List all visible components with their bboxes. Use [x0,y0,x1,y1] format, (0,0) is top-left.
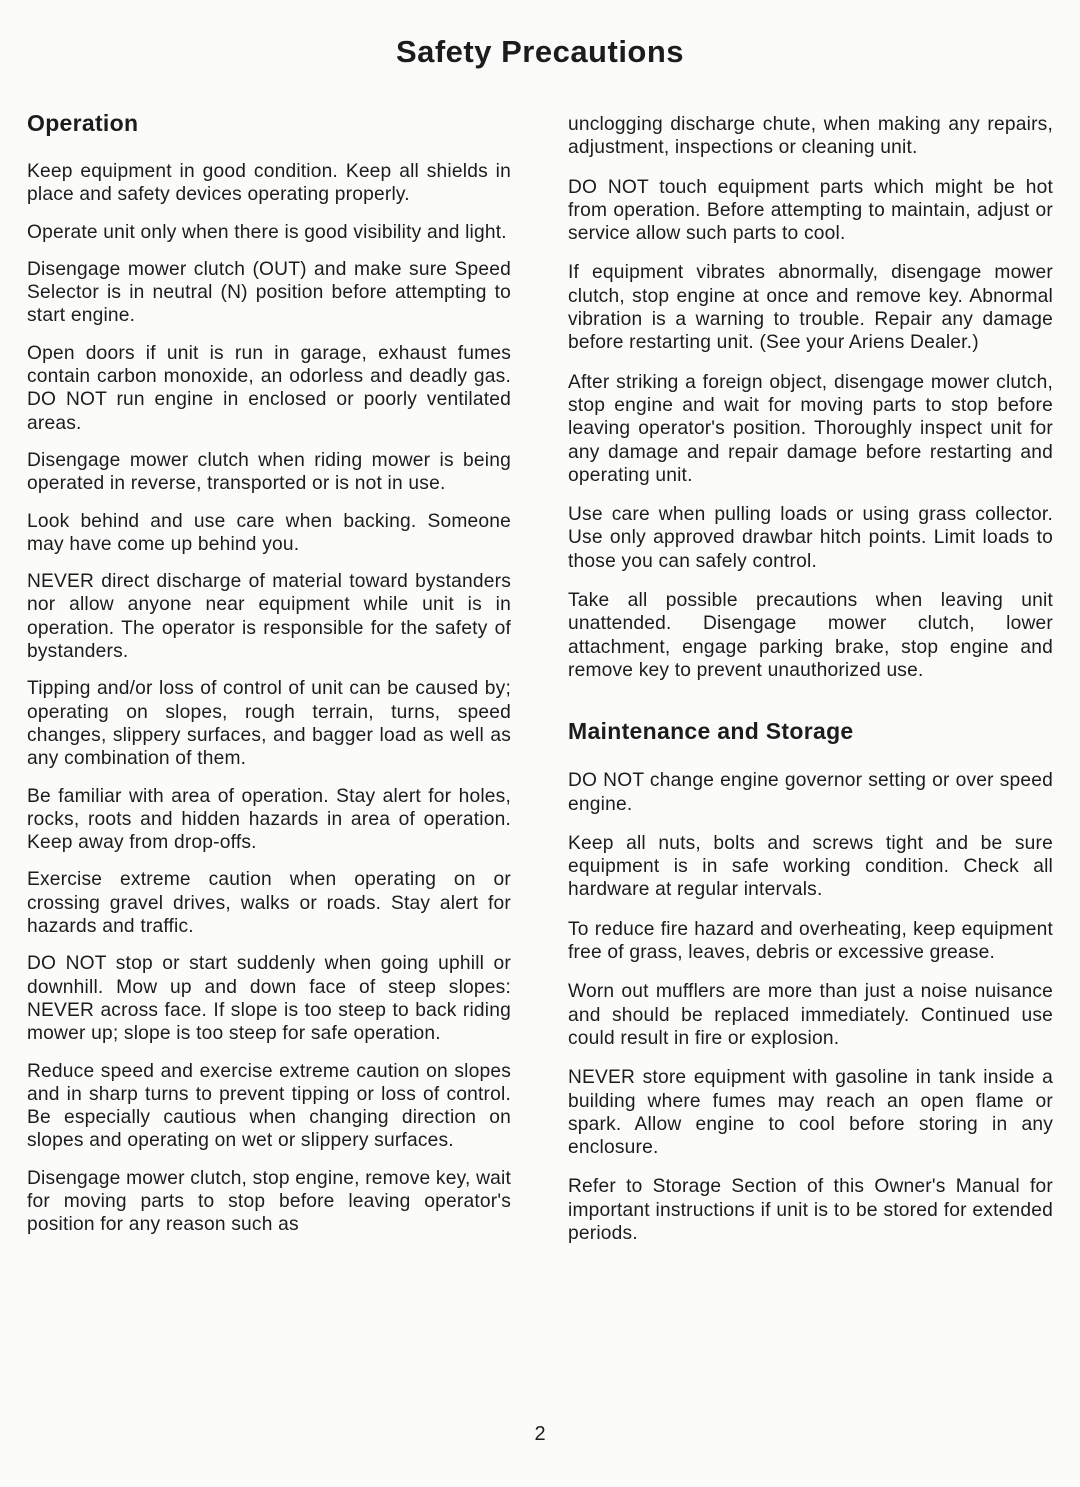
operation-paragraph: Be familiar with area of operation. Stay alert for holes, rocks, roots and hidden hazards in area of operation. Keep away from drop-offs. [27,785,511,854]
operation-paragraph: Disengage mower clutch (OUT) and make sure Speed Selector is in neutral (N) position before attempting to start engine. [27,258,511,327]
maintenance-paragraph: Keep all nuts, bolts and screws tight and be sure equipment is in safe working condition. Check all hardware at regular intervals. [568,832,1053,901]
right-column [568,113,1053,1261]
operation-paragraph: DO NOT touch equipment parts which might be hot from operation. Before attempting to maintain, adjust or service allow such parts to cool. [568,176,1053,245]
operation-paragraph: DO NOT stop or start suddenly when going uphill or downhill. Mow up and down face of steep slopes: NEVER across face. If slope is too steep to back riding mower up; slope is too steep for safe operation. [27,953,511,1045]
maintenance-paragraph: To reduce fire hazard and overheating, keep equipment free of grass, leaves, debris or excessive grease. [568,918,1053,964]
operation-paragraph: If equipment vibrates abnormally, disengage mower clutch, stop engine at once and remove key. Abnormal vibration is a warning to trouble. Repair any damage before restarting unit. (See your Ariens Dealer.) [568,262,1053,354]
maintenance-paragraph: Worn out mufflers are more than just a noise nuisance and should be replaced immediately. Continued use could result in fire or explosion. [568,981,1053,1049]
left-column [27,110,511,1251]
maintenance-paragraph: NEVER store equipment with gasoline in tank inside a building where fumes may reach an open flame or spark. Allow engine to cool before storing in any enclosure. [568,1067,1053,1159]
operation-paragraph: Keep equipment in good condition. Keep all shields in place and safety devices operating properly. [27,161,511,206]
operation-paragraph: Tipping and/or loss of control of unit can be caused by; operating on slopes, rough terrain, turns, speed changes, slippery surfaces, and bagger load as well as any combination of them. [27,678,511,770]
operation-paragraph: Open doors if unit is run in garage, exhaust fumes contain carbon monoxide, an odorless and deadly gas. DO NOT run engine in enclosed or poorly ventilated areas. [27,342,511,434]
maintenance-paragraph: DO NOT change engine governor setting or over speed engine. [568,770,1053,815]
operation-paragraph: Disengage mower clutch when riding mower is being operated in reverse, transported or is not in use. [27,449,511,495]
operation-paragraph: Use care when pulling loads or using grass collector. Use only approved drawbar hitch points. Limit loads to those you can safely control. [568,504,1053,572]
operation-paragraph: Take all possible precautions when leaving unit unattended. Disengage mower clutch, lower attachment, engage parking brake, stop engine and remove key to prevent unauthorized use. [568,590,1053,681]
operation-paragraph: unclogging discharge chute, when making any repairs, adjustment, inspections or cleaning unit. [568,114,1053,159]
operation-paragraph: Reduce speed and exercise extreme caution on slopes and in sharp turns to prevent tipping or loss of control. Be especially cautious when changing direction on slopes and operating on wet or slippery surfaces. [27,1060,511,1152]
operation-paragraph: Operate unit only when there is good visibility and light. [27,221,507,243]
page-number: 2 [534,1423,546,1445]
operation-paragraph: Disengage mower clutch, stop engine, remove key, wait for moving parts to stop before leaving operator's position for any reason such as [27,1167,511,1236]
operation-paragraph: Look behind and use care when backing. Someone may have come up behind you. [27,510,511,555]
page-title: Safety Precautions [395,34,685,69]
maintenance-heading: Maintenance and Storage [568,718,854,745]
operation-paragraph: After striking a foreign object, disengage mower clutch, stop engine and wait for moving parts to stop before leaving operator's position. Thoroughly inspect unit for any damage and repair damage before restarting and operating unit. [568,371,1053,486]
operation-paragraph: NEVER direct discharge of material toward bystanders nor allow anyone near equipment while unit is in operation. The operator is responsible for the safety of bystanders. [27,571,511,663]
maintenance-paragraph: Refer to Storage Section of this Owner's Manual for important instructions if unit is to be stored for extended periods. [568,1176,1053,1244]
operation-paragraph: Exercise extreme caution when operating on or crossing gravel drives, walks or roads. Stay alert for hazards and traffic. [27,869,511,938]
operation-heading: Operation [27,110,139,136]
